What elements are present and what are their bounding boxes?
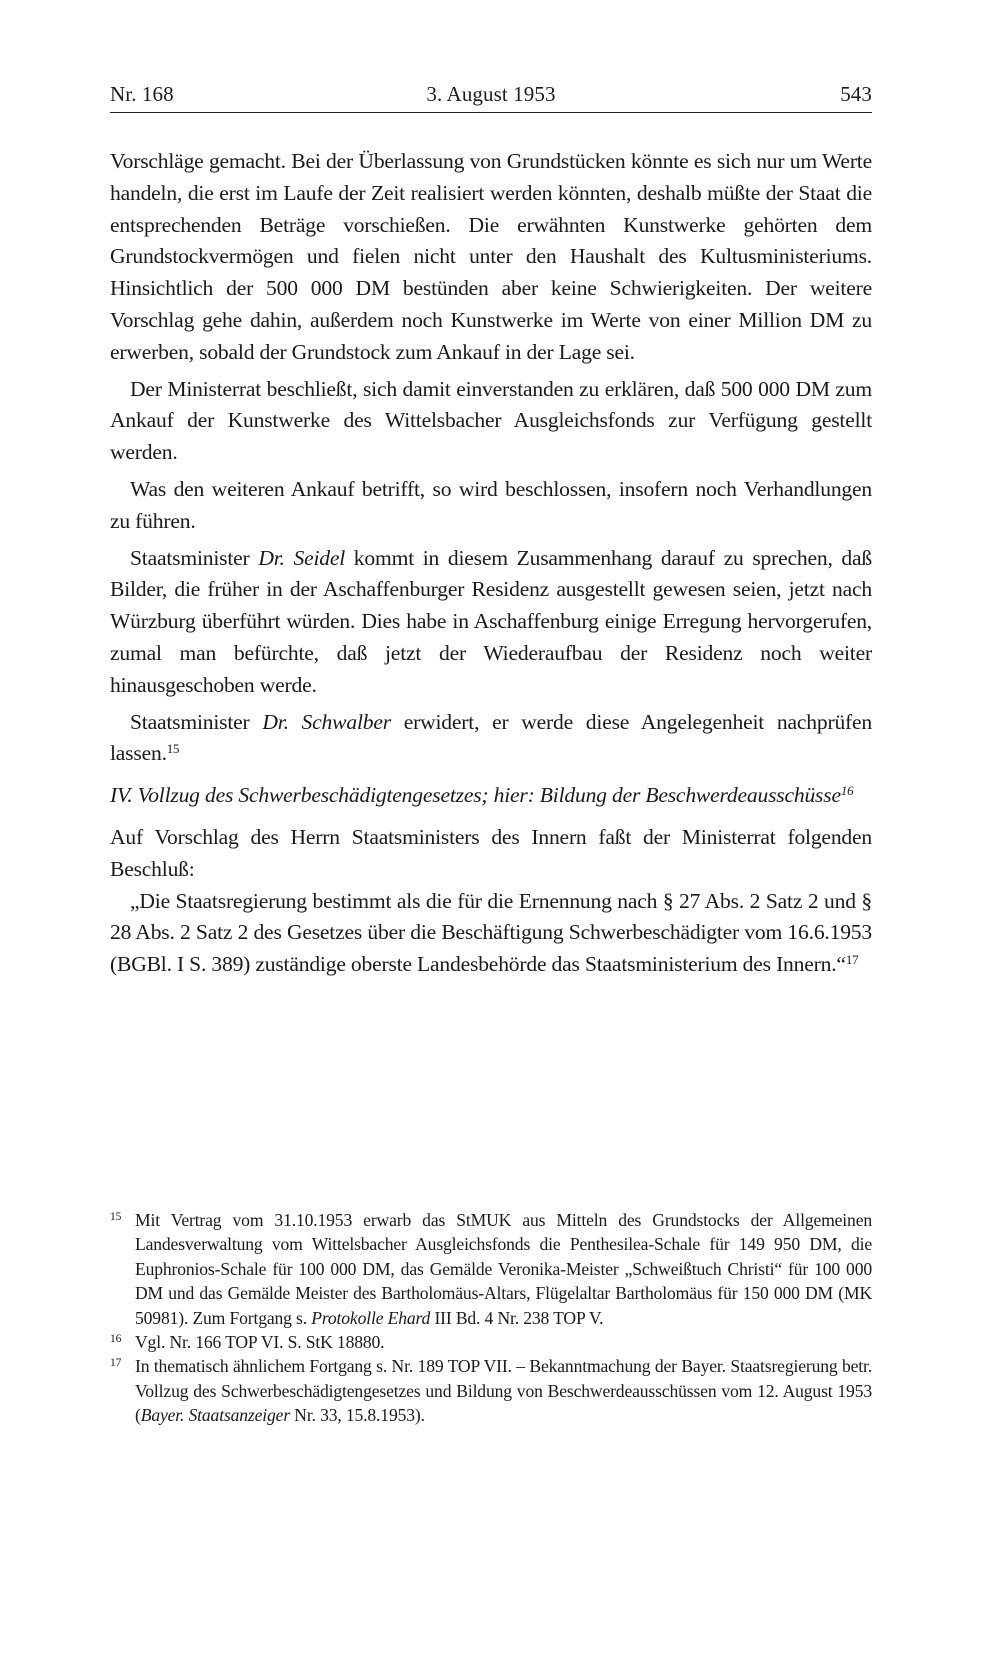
paragraph: Staatsminister Dr. Schwalber erwidert, er werde diese Angelegenheit nachprüfen lassen.$^{15}$ [110,709,873,766]
header-date: 3. August 1953 [426,82,556,106]
footnote-number: 17 [110,1357,122,1370]
running-header [110,82,872,116]
page-number: 543 [840,82,872,106]
footnote-ref[interactable]: 16 [840,783,854,799]
section-heading: IV. Vollzug des Schwerbeschädigtengesetzes; hier: Bildung der Beschwerdeausschüsse$^{16}$ [110,783,854,808]
paragraph: Staatsminister Dr. Seidel kommt in diesem Zusammenhang darauf zu sprechen, daß Bilder, die früher in der Aschaffenburger Residenz ausgestellt gewesen seien, jetzt nach Würzburg überführt würden. Dies habe in Aschaffenburg einige Erregung hervorgerufen, zumal man befürchte, daß jetzt der Wiederaufbau der Residenz noch weiter hinausgeschoben werde. [110,545,873,697]
header-rule [110,112,872,113]
footnote-number: 15 [110,1211,122,1223]
footnote: 17 In thematisch ähnlichem Fortgang s. Nr. 189 TOP VII. – Bekanntmachung der Bayer. Staatsregierung betr. Vollzug des Schwerbeschädigtengesetzes und Bildung von Beschwerdeausschüssen vom 12. August 1953 (Bayer. Staatsanzeiger Nr. 33, 15.8.1953). [110,1354,872,1427]
paragraph: Der Ministerrat beschließt, sich damit einverstanden zu erklären, daß 500 000 DM zum Ankauf der Kunstwerke des Wittelsbacher Ausgleichsfonds zur Verfügung gestellt werden. [110,376,872,465]
main-text [110,146,872,981]
paragraph: Vorschläge gemacht. Bei der Überlassung von Grundstücken könnte es sich nur um Werte handeln, die erst im Laufe der Zeit realisiert werden könnten, deshalb müßte der Staat die entsprechenden Beträge vorschießen. Die erwähnten Kunstwerke gehörten dem Grundstockvermögen und fielen nicht unter den Haushalt des Kultusministeriums. Hinsichtlich der 500 000 DM bestünden aber keine Schwierigkeiten. Der weitere Vorschlag gehe dahin, außerdem noch Kunstwerke im Werte von einer Million DM zu erwerben, sobald der Grundstock zum Ankauf in der Lage sei. [110,149,872,364]
paragraph: Was den weiteren Ankauf betrifft, so wird beschlossen, insofern noch Verhandlungen zu führen. [110,476,872,533]
resolution-quote: „Die Staatsregierung bestimmt als die für die Ernennung nach § 27 Abs. 2 Satz 2 und § 28 Abs. 2 Satz 2 des Gesetzes über die Beschäftigung Schwerbeschädigter vom 16.6.1953 (BGBl. I S. 389) zuständige oberste Landesbehörde das Staatsministerium des Innern.“$^{17}$ [110,888,872,977]
person-name: Dr. Schwalber [262,709,391,734]
footnote-ref[interactable]: 15 [166,741,180,757]
person-name: Dr. Seidel [258,545,346,570]
footnote: 16 Vgl. Nr. 166 TOP VI. S. StK 18880. [110,1330,872,1354]
footnote-number: 16 [110,1333,122,1346]
paragraph: Auf Vorschlag des Herrn Staatsministers des Innern faßt der Ministerrat folgenden Beschluß: [110,824,872,881]
footnotes [110,1208,872,1428]
footnote-ref[interactable]: 17 [845,952,859,967]
footnote: 15 Mit Vertrag vom 31.10.1953 erwarb das StMUK aus Mitteln des Grundstocks der Allgemeinen Landesverwaltung vom Wittelsbacher Ausgleichsfonds die Penthesilea-Schale für 149 950 DM, die Euphronios-Schale für 100 000 DM, das Gemälde Veronika-Meister „Schweißtuch Christi“ für 100 000 DM und das Gemälde Meister des Bartholomäus-Altars, Flügelaltar Bartholomäus für 150 000 DM (MK 50981). Zum Fortgang s. Protokolle Ehard III Bd. 4 Nr. 238 TOP V. [110,1208,872,1330]
document-number: Nr. 168 [110,82,174,106]
